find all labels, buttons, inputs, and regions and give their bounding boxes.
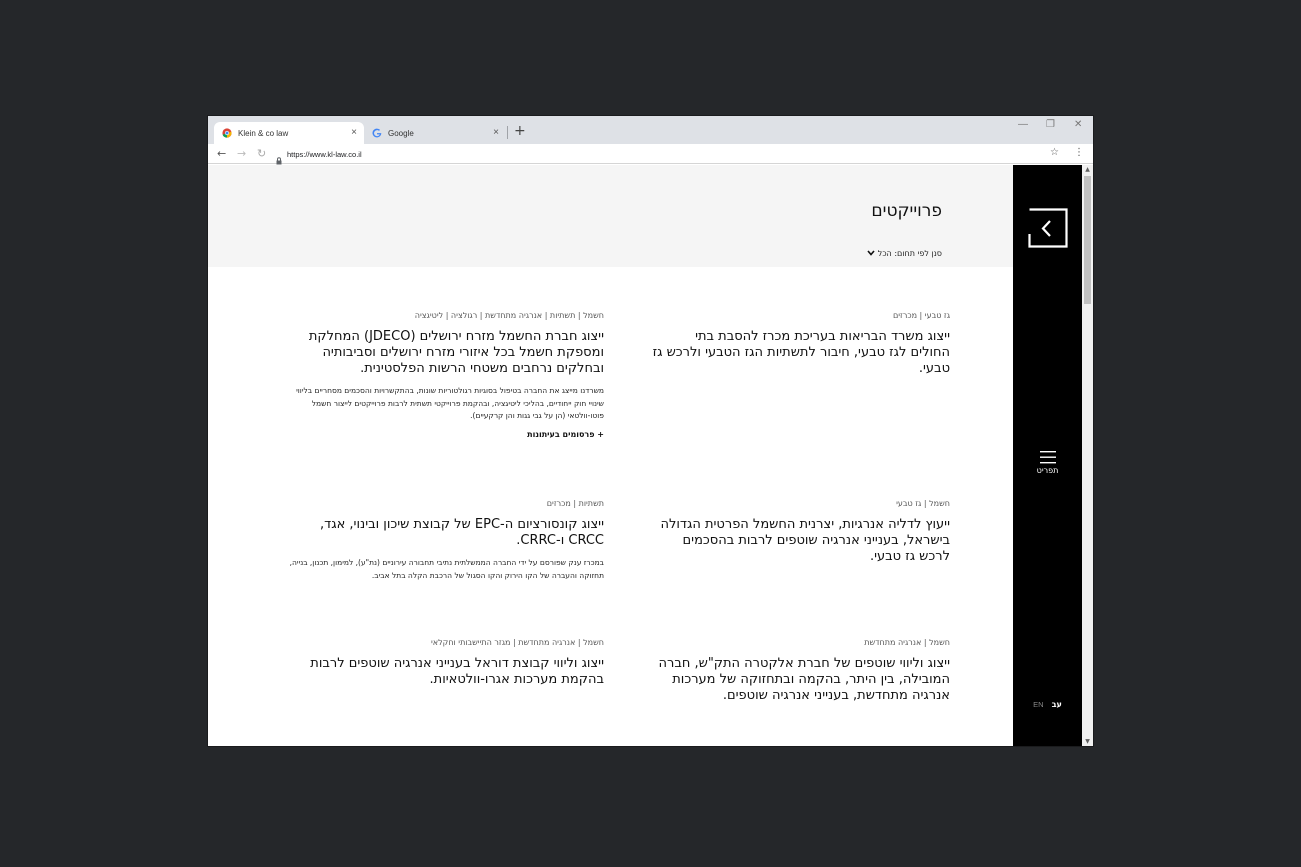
- project-description: במכרז ענק שפורסם על ידי החברה הממשלתית נתיבי תחבורה עירוניים (נת"ע), למימון, תכנון, בנייה, תחזוקה והעברה של הקו הירוק והקו הסגול של הרכבת הקלה בתל אביב.: [289, 558, 604, 580]
- scroll-up-icon[interactable]: ▲: [1085, 166, 1090, 173]
- tab-title: Klein & co law: [238, 128, 289, 138]
- page-viewport: [208, 165, 1093, 746]
- minimize-icon[interactable]: —: [1018, 119, 1028, 130]
- tab-title: Google: [388, 128, 414, 138]
- url-text: https://www.kl-law.co.il: [287, 149, 362, 159]
- project-title: ייצוג חברת החשמל מזרח ירושלים (JDECO) המחלקת ומספקת חשמל בכל איזורי מזרח ירושלים וסביבותיה ובחלקים נרחבים משטחי הרשות הפלסטינית.: [308, 329, 604, 376]
- project-tags: חשמל | אנרגיה מתחדשת | מגזר התיישבותי וחקלאי: [430, 638, 604, 647]
- chevron-down-icon: [867, 249, 875, 258]
- browser-menu-icon[interactable]: ⋮: [1074, 147, 1084, 158]
- project-tags: גז טבעי | מכרזים: [892, 311, 950, 320]
- plus-icon: +: [594, 429, 604, 439]
- project-description: משרדנו מייצג את החברה בטיפול בסוגיות רגולטוריות שונות, בהתקשרויות והסכמים מסחריים בליווי שינויי חוק ייחודיים, בהליכי ליטיגציה, ובהקמת פרוייקטי תשתית לרבות פרוייקטים לייצור חשמל פוטו-וולטאי (הן על גבי גגות והן קרקעיים).: [296, 386, 604, 420]
- window-close-icon[interactable]: ✕: [1074, 119, 1083, 130]
- tab-separator: [507, 126, 508, 139]
- project-card[interactable]: [652, 499, 950, 565]
- project-title: ייצוג קונסורציום ה-EPC של קבוצת שיכון ובינוי, אגד, CRCC ו-CRRC.: [320, 517, 604, 548]
- page-title: פרוייקטים: [871, 201, 942, 221]
- project-card[interactable]: [284, 311, 604, 439]
- project-tags: תשתיות | מכרזים: [546, 499, 604, 508]
- tab-klein-co-law[interactable]: [214, 122, 364, 144]
- vertical-scrollbar[interactable]: [1082, 165, 1093, 746]
- press-link[interactable]: [284, 430, 604, 439]
- project-title: ייצוג וליווי קבוצת דוראל בענייני אנרגיה שוטפים לרבות בהקמת מערכות אגרו-וולטאיות.: [310, 656, 604, 687]
- maximize-icon[interactable]: ❐: [1046, 119, 1055, 130]
- hamburger-icon: [1040, 451, 1056, 464]
- browser-toolbar: [208, 144, 1093, 164]
- project-card[interactable]: [634, 638, 950, 704]
- bookmark-star-icon[interactable]: ☆: [1050, 147, 1059, 158]
- filter-label: סנן לפי תחום: הכל: [877, 249, 942, 258]
- project-card[interactable]: [284, 499, 604, 582]
- back-arrow-icon[interactable]: ←: [217, 147, 227, 160]
- side-nav: [1013, 165, 1082, 746]
- lang-en-link[interactable]: EN: [1033, 700, 1044, 709]
- project-title: ייצוג משרד הבריאות בעריכת מכרז להסבת בתי החולים לגז טבעי, חיבור לתשתיות הגז הטבעי ולרכש גז טבעי.: [652, 329, 950, 376]
- chrome-favicon-icon: [222, 128, 232, 138]
- project-tags: חשמל | תשתיות | אנרגיה מתחדשת | רגולציה | ליטיגציה: [414, 311, 604, 320]
- project-card[interactable]: [284, 638, 604, 688]
- logo-icon[interactable]: [1028, 208, 1068, 248]
- scrollbar-thumb[interactable]: [1084, 176, 1091, 304]
- lang-he-link[interactable]: עב: [1051, 700, 1062, 709]
- new-tab-icon[interactable]: +: [514, 123, 526, 139]
- menu-button[interactable]: [1013, 451, 1082, 475]
- page-header: [208, 165, 1013, 267]
- google-favicon-icon: [372, 128, 382, 138]
- filter-dropdown[interactable]: [867, 249, 942, 258]
- tab-close-icon[interactable]: ×: [493, 127, 499, 138]
- project-title: ייעוץ לדליה אנרגיות, יצרנית החשמל הפרטית הגדולה בישראל, בענייני אנרגיה שוטפים לרבות בהסכמים לרכש גז טבעי.: [660, 517, 950, 564]
- forward-arrow-icon[interactable]: →: [237, 147, 247, 160]
- tab-google[interactable]: [364, 122, 506, 144]
- menu-label: תפריט: [1036, 466, 1059, 475]
- project-title: ייצוג וליווי שוטפים של חברת אלקטרה התק"ש, חברה המובילה, בין היתר, בהקמה ובתחזוקה של מערכות אנרגיה מתחדשת, בענייני אנרגיה שוטפים.: [658, 656, 950, 703]
- project-tags: חשמל | אנרגיה מתחדשת: [864, 638, 950, 647]
- lock-icon: [275, 150, 283, 158]
- address-bar[interactable]: [275, 146, 1066, 162]
- tab-close-icon[interactable]: ×: [351, 127, 357, 138]
- project-tags: חשמל | גז טבעי: [896, 499, 950, 508]
- scroll-down-icon[interactable]: ▼: [1085, 738, 1090, 745]
- browser-window: [208, 116, 1093, 746]
- project-card[interactable]: [652, 311, 950, 377]
- press-link-label: פרסומים בעיתונות: [527, 429, 595, 439]
- reload-icon[interactable]: ↻: [257, 147, 267, 160]
- language-switcher: [1013, 700, 1082, 709]
- tab-bar: [208, 116, 1093, 144]
